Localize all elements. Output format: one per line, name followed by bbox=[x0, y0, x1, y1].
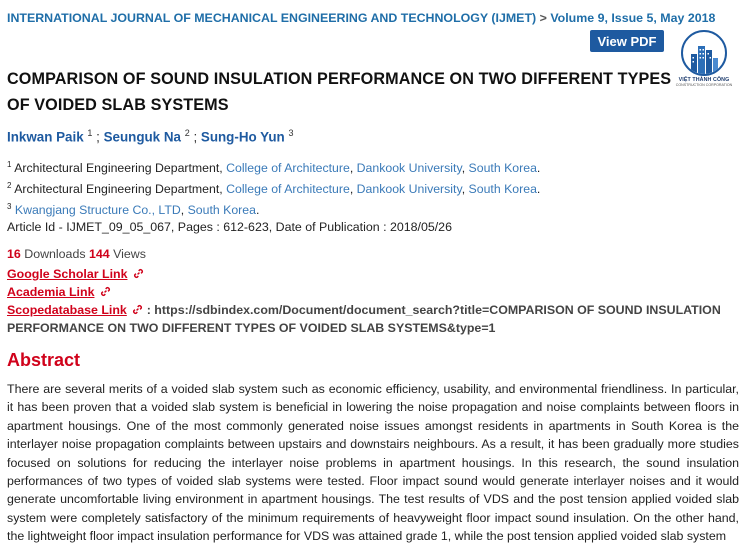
link-icon bbox=[100, 286, 111, 297]
affiliation-link[interactable]: South Korea bbox=[468, 182, 537, 197]
view-pdf-button[interactable]: View PDF bbox=[590, 30, 664, 52]
google-scholar-link[interactable]: Google Scholar Link bbox=[7, 267, 128, 281]
issue-link[interactable]: Volume 9, Issue 5, May 2018 bbox=[550, 11, 716, 25]
academia-link[interactable]: Academia Link bbox=[7, 285, 95, 299]
external-links bbox=[7, 265, 750, 337]
abstract-text: There are several merits of a voided slab system such as economic efficiency, usability, and environmental friendliness. In particular, it has been proven that a voided slab system is beneficial in lowering the noise propagation and noise complaints between floors in apartment housings. One of the most commonly generated noise issues amongst residents in apartments in South Korea is the interlayer noise propagation complaints between upstairs and downstairs neighbours. As a result, it has been gradually more studies focused on solutions for reducing the interlayer noise problems in apartment housings. In this research, the sound insulation performances of two types of voided slab systems were tested. Floor impact sound would generate interlayer noises and it would generate uncomfortable living environment in apartment housings. The test results of VDS and the post tension applied voided slab system were completely satisfactory of the minimum requirements of heavyweight floor impact sound insulation. On the other hand, the lightweight floor impact insulation performance for VDS was attained grade 1, while the post tension applied voided slab system bbox=[7, 382, 739, 544]
logo-tagline: CONSTRUCTION CORPORATION bbox=[675, 83, 733, 87]
abstract-heading: Abstract bbox=[7, 350, 81, 370]
affiliation-item: $^1$ Architectural Engineering Department, College of Architecture, Dankook University, South Korea. bbox=[7, 160, 541, 176]
article-title: COMPARISON OF SOUND INSULATION PERFORMANCE ON TWO DIFFERENT TYPES OF VOIDED SLAB SYSTEMS bbox=[7, 70, 672, 114]
journal-name-link[interactable]: INTERNATIONAL JOURNAL OF MECHANICAL ENGINEERING AND TECHNOLOGY (IJMET) bbox=[7, 11, 537, 25]
author-sup: 1 bbox=[87, 128, 93, 138]
affiliation-sup: 2 bbox=[7, 181, 12, 191]
article-id: Article Id - IJMET_09_05_067, Pages : 612-623, Date of Publication : 2018/05/26 bbox=[7, 220, 452, 234]
author-sup: 2 bbox=[184, 128, 190, 138]
affiliation-link[interactable]: College of Architecture bbox=[226, 182, 350, 197]
author-link[interactable]: Sung-Ho Yun bbox=[200, 129, 285, 145]
author-link[interactable]: Seunguk Na bbox=[103, 129, 181, 145]
downloads-label: Downloads bbox=[20, 247, 89, 261]
author-separator: ; bbox=[92, 129, 104, 145]
author-sup: 3 bbox=[288, 128, 294, 138]
scopedatabase-link[interactable]: Scopedatabase Link bbox=[7, 303, 127, 317]
affiliation-link[interactable]: Dankook University bbox=[356, 182, 462, 197]
affiliation-text: Architectural Engineering Department, bbox=[14, 182, 227, 197]
article-stats bbox=[7, 247, 146, 261]
logo-name: VIỆT THÀNH CÔNG bbox=[678, 77, 730, 83]
affiliation-item: $^2$ Architectural Engineering Department, College of Architecture, Dankook University, South Korea. bbox=[7, 181, 541, 197]
downloads-count: 16 bbox=[7, 247, 21, 261]
affiliation-item: $^3$ Kwangjang Structure Co., LTD, South Korea. bbox=[7, 202, 260, 218]
affiliation-link[interactable]: Dankook University bbox=[356, 161, 462, 176]
affiliation-sup: 3 bbox=[7, 202, 12, 212]
breadcrumb-separator: > bbox=[539, 11, 547, 25]
journal-breadcrumb bbox=[7, 11, 715, 25]
views-count: 144 bbox=[88, 247, 110, 261]
views-label: Views bbox=[109, 247, 146, 261]
affiliation-text: Architectural Engineering Department, bbox=[14, 161, 227, 176]
author-link[interactable]: Inkwan Paik bbox=[7, 129, 84, 145]
affiliation-sup: 1 bbox=[7, 160, 12, 169]
publisher-logo bbox=[676, 30, 732, 88]
affiliation-link[interactable]: College of Architecture bbox=[226, 161, 350, 176]
affiliation-link[interactable]: Kwangjang Structure Co., LTD bbox=[14, 203, 181, 218]
link-icon bbox=[133, 268, 144, 279]
author-separator: ; bbox=[189, 129, 201, 145]
building-logo-icon bbox=[681, 30, 727, 76]
affiliation-link[interactable]: South Korea bbox=[187, 203, 256, 218]
affiliation-link[interactable]: South Korea bbox=[468, 161, 537, 176]
link-icon bbox=[132, 304, 143, 315]
author-list bbox=[7, 128, 293, 144]
affiliation-list bbox=[7, 156, 540, 219]
scopedatabase-url: : https://sdbindex.com/Document/document_search?title=COMPARISON OF SOUND INSULATION PERFORMANCE ON TWO DIFFERENT TYPES OF VOIDED SLAB SYSTEMS&type=1 bbox=[7, 303, 721, 335]
